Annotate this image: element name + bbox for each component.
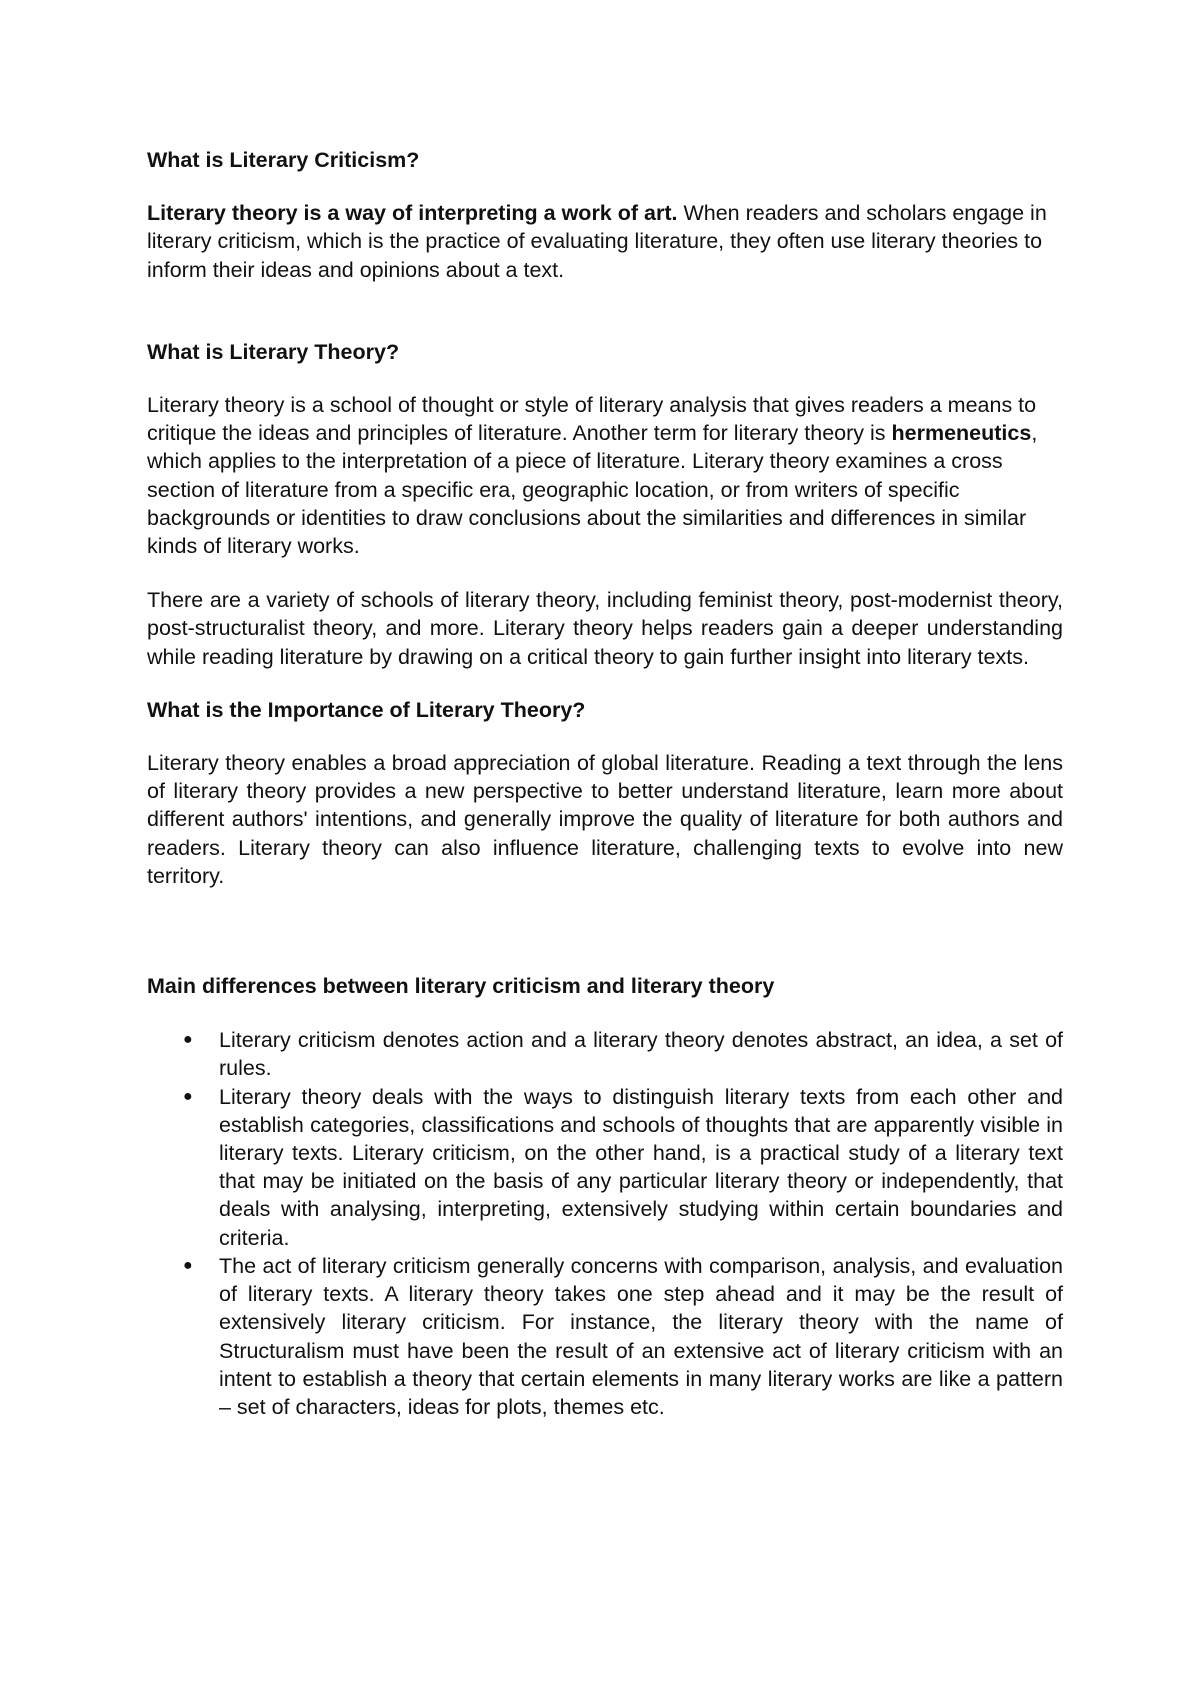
list-item-text: The act of literary criticism generally concerns with comparison, analysis, and evaluation of literary texts. A literary theory takes one step ahead and it may be the result of extensively literary criticism. For instance, the literary theory with the name of Structuralism must have been the result of an extensive act of literary criticism with an intent to establish a theory that certain elements in many literary works are like a pattern – set of characters, ideas for plots, themes etc.	[219, 1253, 1063, 1419]
paragraph-importance: Literary theory enables a broad appreciation of global literature. Reading a text through the lens of literary theory provides a new perspective to better understand literature, learn more about different authors' intentions, and generally improve the quality of literature for both authors and readers. Literary theory can also influence literature, challenging texts to evolve into new territory.	[147, 751, 1063, 888]
list-item	[183, 1252, 1063, 1421]
heading-literary-theory: What is Literary Theory?	[147, 339, 400, 364]
list-item-text: Literary theory deals with the ways to distinguish literary texts from each other and establish categories, classifications and schools of thoughts that are apparently visible in literary texts. Literary criticism, on the other hand, is a practical study of a literary text that may be initiated on the basis of any particular literary theory or independently, that deals with analysing, interpreting, extensively studying within certain boundaries and criteria.	[219, 1084, 1063, 1250]
paragraph-criticism-definition	[147, 199, 1063, 284]
criticism-lead-bold: Literary theory is a way of interpreting a work of art.	[147, 201, 678, 226]
bullet-icon: ●	[183, 1031, 193, 1049]
paragraph-theory-schools: There are a variety of schools of literary theory, including feminist theory, post-modernist theory, post-structuralist theory, and more. Literary theory helps readers gain a deeper understanding while reading literature by drawing on a critical theory to gain further insight into literary texts.	[147, 588, 1063, 669]
heading-main-differences: Main differences between literary criticism and literary theory	[147, 974, 775, 999]
criticism-lead-rest: When readers and scholars engage in literary criticism, which is the practice of evaluating literature, they often use literary theories to inform their ideas and opinions about a text.	[147, 201, 1047, 282]
differences-list	[147, 1026, 1063, 1421]
heading-importance: What is the Importance of Literary Theory?	[147, 697, 586, 722]
list-item	[183, 1026, 1063, 1082]
theory-p1-after: , which applies to the interpretation of a piece of literature. Literary theory examines a cross section of literature from a specific era, geographic location, or from writers of specific backgrounds or identities to draw conclusions about the similarities and differences in similar kinds of literary works.	[147, 421, 1038, 559]
list-item-text: Literary criticism denotes action and a literary theory denotes abstract, an idea, a set of rules.	[219, 1028, 1063, 1081]
heading-literary-criticism: What is Literary Criticism?	[147, 148, 420, 172]
bullet-icon: ●	[183, 1087, 193, 1105]
theory-hermeneutics-bold: hermeneutics	[891, 421, 1032, 446]
document-page	[147, 146, 1063, 1421]
list-item	[183, 1083, 1063, 1252]
paragraph-theory-definition	[147, 391, 1063, 560]
bullet-icon: ●	[183, 1256, 193, 1274]
theory-p1-before: Literary theory is a school of thought or style of literary analysis that gives readers a means to critique the ideas and principles of literature. Another term for literary theory is	[147, 393, 1037, 446]
